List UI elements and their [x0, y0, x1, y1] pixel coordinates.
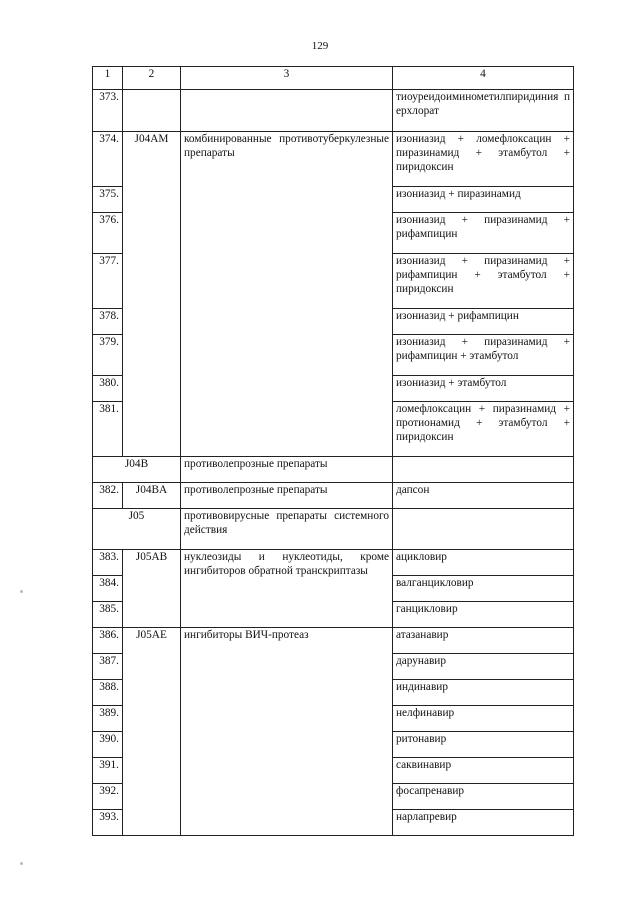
drug-cell: ломефлоксацин + пиразинамид + протионамид + этамбутол + пиридоксин	[393, 402, 574, 457]
table-row	[93, 483, 574, 509]
row-number: 390.	[93, 732, 123, 758]
code-cell: J05AB	[123, 550, 181, 628]
group-code: J05	[93, 509, 181, 550]
group-desc: противолепрозные препараты	[181, 457, 393, 483]
row-number: 373.	[93, 90, 123, 132]
code-cell: J05AE	[123, 628, 181, 836]
row-number: 389.	[93, 706, 123, 732]
drug-cell: валганцикловир	[393, 576, 574, 602]
drug-cell: изониазид + ломефлоксацин + пиразинамид + этамбутол + пиридоксин	[393, 132, 574, 187]
drug-cell: изониазид + пиразинамид + рифампицин + этамбутол	[393, 335, 574, 376]
row-number: 374.	[93, 132, 123, 187]
header-cell: 4	[393, 67, 574, 90]
code-cell: J04AM	[123, 132, 181, 457]
drug-cell: ганцикловир	[393, 602, 574, 628]
group-code: J04B	[93, 457, 181, 483]
row-number: 381.	[93, 402, 123, 457]
page-number: 129	[311, 40, 329, 52]
drug-cell: индинавир	[393, 680, 574, 706]
desc-cell	[181, 90, 393, 132]
row-number: 387.	[93, 654, 123, 680]
desc-cell: противолепрозные препараты	[181, 483, 393, 509]
code-cell	[123, 90, 181, 132]
header-row	[93, 67, 574, 90]
drug-cell: тиоуреидоиминометилпиридиния перхлорат	[393, 90, 574, 132]
row-number: 375.	[93, 187, 123, 213]
drug-cell: нелфинавир	[393, 706, 574, 732]
desc-cell: ингибиторы ВИЧ-протеаз	[181, 628, 393, 836]
desc-cell: нуклеозиды и нуклеотиды, кроме ингибиторов обратной транскриптазы	[181, 550, 393, 628]
drug-cell: дарунавир	[393, 654, 574, 680]
group-row	[93, 457, 574, 483]
drug-cell: ритонавир	[393, 732, 574, 758]
row-number: 382.	[93, 483, 123, 509]
table-row	[93, 90, 574, 132]
table-row	[93, 550, 574, 576]
header-cell: 3	[181, 67, 393, 90]
group-row	[93, 509, 574, 550]
drug-cell: изониазид + пиразинамид	[393, 187, 574, 213]
drug-cell: атазанавир	[393, 628, 574, 654]
drug-cell: изониазид + этамбутол	[393, 376, 574, 402]
table-row	[93, 132, 574, 187]
drug-cell: саквинавир	[393, 758, 574, 784]
header-cell: 2	[123, 67, 181, 90]
scan-speck	[20, 862, 23, 865]
row-number: 388.	[93, 680, 123, 706]
drug-cell	[393, 457, 574, 483]
drug-table	[92, 66, 574, 836]
drug-cell: изониазид + пиразинамид + рифампицин + этамбутол + пиридоксин	[393, 254, 574, 309]
row-number: 391.	[93, 758, 123, 784]
row-number: 384.	[93, 576, 123, 602]
row-number: 378.	[93, 309, 123, 335]
row-number: 385.	[93, 602, 123, 628]
row-number: 379.	[93, 335, 123, 376]
row-number: 377.	[93, 254, 123, 309]
drug-cell: изониазид + рифампицин	[393, 309, 574, 335]
row-number: 386.	[93, 628, 123, 654]
drug-cell: дапсон	[393, 483, 574, 509]
row-number: 376.	[93, 213, 123, 254]
drug-cell: фосапренавир	[393, 784, 574, 810]
drug-cell: нарлапревир	[393, 810, 574, 836]
drug-cell	[393, 509, 574, 550]
row-number: 392.	[93, 784, 123, 810]
row-number: 380.	[93, 376, 123, 402]
scan-speck	[20, 590, 23, 593]
desc-cell: комбинированные противотуберкулезные препараты	[181, 132, 393, 457]
row-number: 383.	[93, 550, 123, 576]
group-desc: противовирусные препараты системного действия	[181, 509, 393, 550]
table-row	[93, 628, 574, 654]
header-cell: 1	[93, 67, 123, 90]
drug-cell: изониазид + пиразинамид + рифампицин	[393, 213, 574, 254]
drug-cell: ацикловир	[393, 550, 574, 576]
row-number: 393.	[93, 810, 123, 836]
code-cell: J04BA	[123, 483, 181, 509]
